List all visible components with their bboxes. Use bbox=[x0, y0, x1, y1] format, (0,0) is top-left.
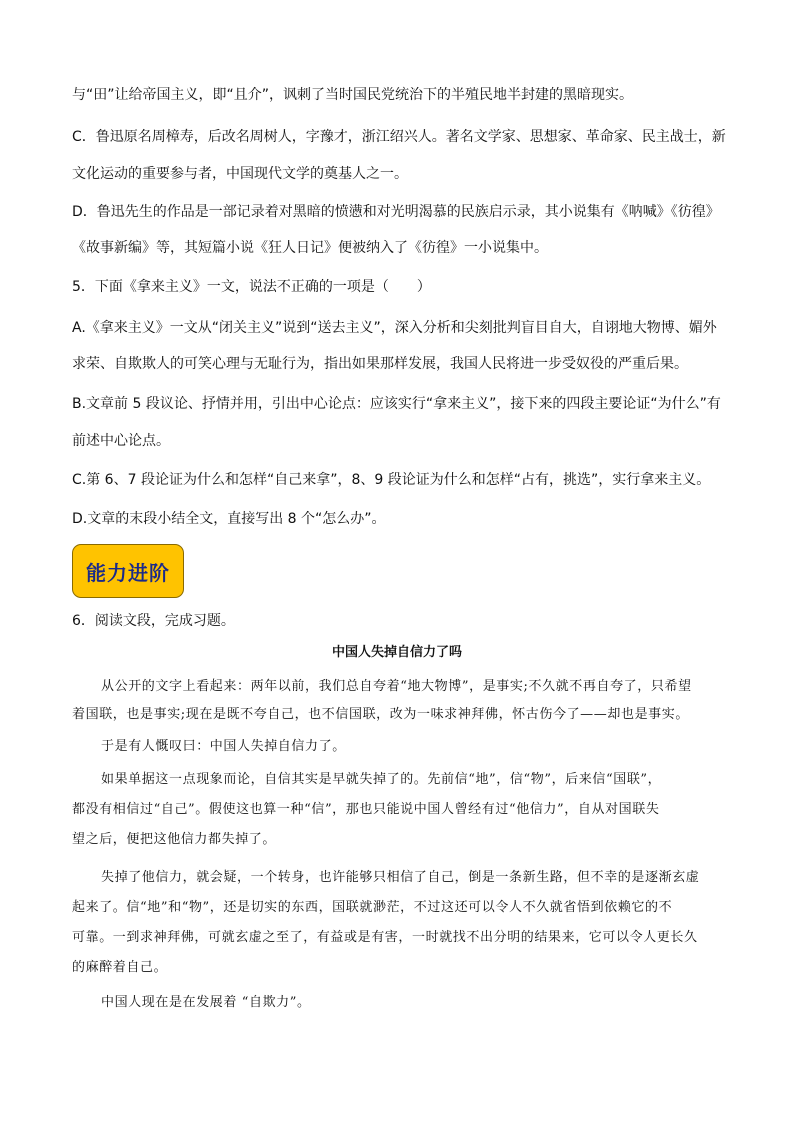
passage-p4-line-3: 可靠。一到求神拜佛，可就玄虚之至了，有益或是有害，一时就找不出分明的结果来，它可以令人更长久 bbox=[72, 930, 698, 945]
question-5-option-b-line-1: B.文章前 5 段议论、抒情并用，引出中心论点：应该实行“拿来主义”，接下来的四段主要论证“为什么”有 bbox=[72, 396, 721, 412]
question-5-stem: 5．下面《拿来主义》一文，说法不正确的一项是（ ） bbox=[72, 279, 431, 295]
question-6-stem: 6．阅读文段，完成习题。 bbox=[72, 613, 235, 629]
passage-p2-line-1: 于是有人慨叹曰：中国人失掉自信力了。 bbox=[101, 739, 346, 754]
question-5-option-b-line-2: 前述中心论点。 bbox=[72, 433, 170, 449]
question-5-option-d-line-1: D.文章的末段小结全文，直接写出 8 个“怎么办”。 bbox=[72, 511, 386, 527]
question-5-option-c-line-1: C.第 6、7 段论证为什么和怎样“自己来拿”，8、9 段论证为什么和怎样“占有，挑选”，实行拿来主义。 bbox=[72, 472, 711, 488]
passage-p4-line-1: 失掉了他信力，就会疑，一个转身，也许能够只相信了自己，倒是一条新生路，但不幸的是逐渐玄虚 bbox=[101, 870, 700, 885]
passage-p3-line-2: 都没有相信过“自己”。假使这也算一种“信”，那也只能说中国人曾经有过“他信力”，自从对国联失 bbox=[72, 802, 660, 817]
passage-p1-line-1: 从公开的文字上看起来：两年以前，我们总自夸着“地大物博”，是事实;不久就不再自夸了，只希望 bbox=[101, 679, 692, 694]
option-c-line-1: C．鲁迅原名周樟寿，后改名周树人，字豫才，浙江绍兴人。著名文学家、思想家、革命家、民主战士，新 bbox=[72, 129, 726, 145]
section-badge-label: 能力进阶 bbox=[86, 560, 170, 585]
option-c-line-2: 文化运动的重要参与者，中国现代文学的奠基人之一。 bbox=[72, 166, 408, 182]
question-5-option-a-line-1: A.《拿来主义》一文从“闭关主义”说到“送去主义”，深入分析和尖刻批判盲目自大，自诩地大物博、媚外 bbox=[72, 320, 717, 336]
passage-p4-line-2: 起来了。信“地”和“物”，还是切实的东西，国联就渺茫，不过这还可以令人不久就省悟到依赖它的不 bbox=[72, 900, 673, 915]
option-d-line-2: 《故事新编》等，其短篇小说《狂人日记》便被纳入了《彷徨》一小说集中。 bbox=[72, 240, 548, 256]
question-5-option-a-line-2: 求荣、自欺欺人的可笑心理与无耻行为，指出如果那样发展，我国人民将进一步受奴役的严重后果。 bbox=[72, 356, 688, 372]
passage-p5-line-1: 中国人现在是在发展着 “自欺力”。 bbox=[101, 995, 311, 1010]
section-badge bbox=[72, 544, 184, 598]
passage-p1-line-2: 着国联，也是事实;现在是既不夸自己，也不信国联，改为一味求神拜佛，怀古伤今了——却也是事实。 bbox=[72, 707, 689, 722]
option-d-line-1: D．鲁迅先生的作品是一部记录着对黑暗的愤懑和对光明渴慕的民族启示录，其小说集有《呐喊》《彷徨》 bbox=[72, 204, 720, 220]
continuation-line: 与“田”让给帝国主义，即“且介”，讽刺了当时国民党统治下的半殖民地半封建的黑暗现实。 bbox=[72, 87, 634, 103]
passage-title: 中国人失掉自信力了吗 bbox=[331, 645, 462, 660]
passage-p3-line-3: 望之后，便把这他信力都失掉了。 bbox=[72, 832, 277, 847]
passage-p4-line-4: 的麻醉着自己。 bbox=[72, 960, 168, 975]
passage-p3-line-1: 如果单据这一点现象而论，自信其实是早就失掉了的。先前信“地”，信“物”，后来信“国联”， bbox=[101, 772, 662, 787]
